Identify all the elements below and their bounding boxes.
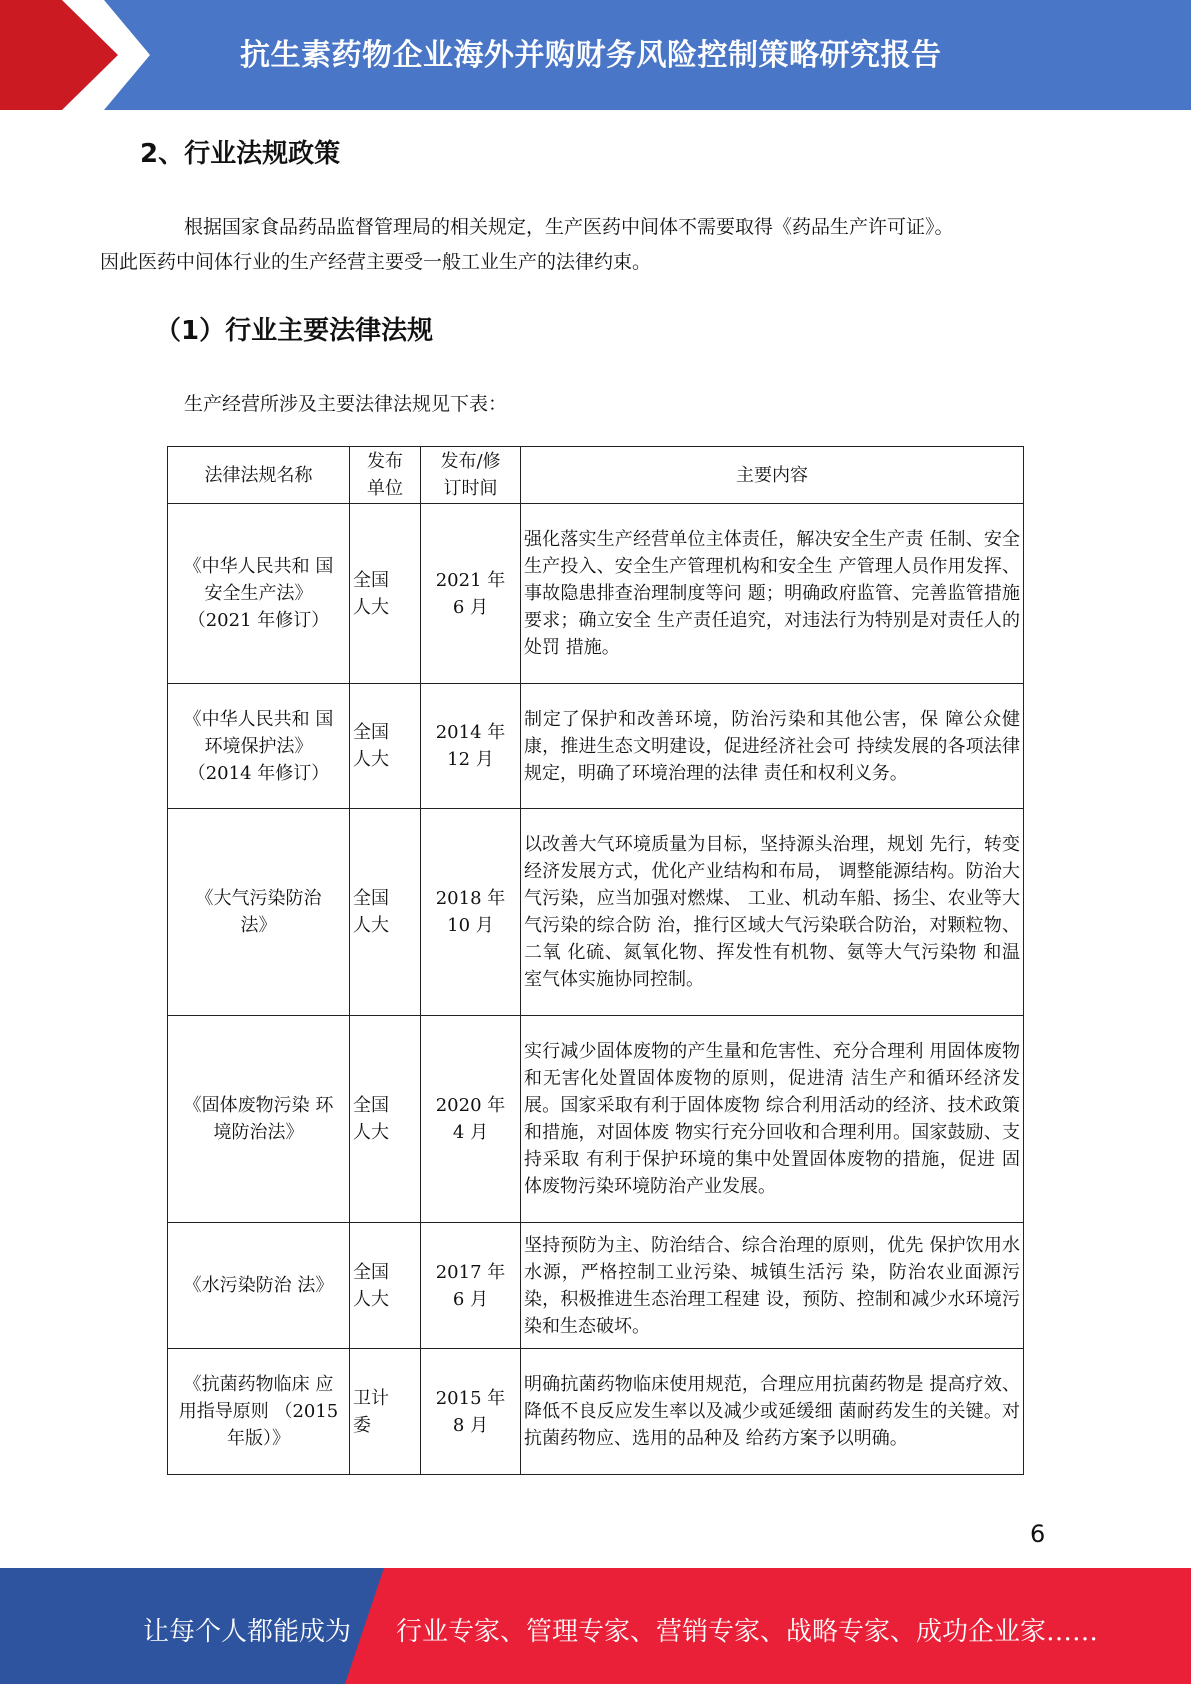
unit-line: 全国 bbox=[353, 569, 389, 591]
law-name-line: （2021 年修订） bbox=[187, 610, 330, 631]
report-title: 抗生素药物企业海外并购财务风险控制策略研究报告 bbox=[240, 38, 942, 73]
table-row bbox=[168, 1016, 1024, 1223]
issuing-unit bbox=[350, 684, 421, 809]
unit-line: 人大 bbox=[353, 1288, 389, 1310]
law-name-line: 境防治法》 bbox=[213, 1122, 304, 1143]
table-row bbox=[168, 504, 1024, 684]
main-content: 以改善大气环境质量为目标，坚持源头治理，规划 先行，转变经济发展方式，优化产业结构和布局， 调整能源结构。防治大气污染，应当加强对燃煤、 工业、机动车船、扬尘、农业等大气污染的综合防 治，推行区域大气污染联合防治，对颗粒物、二氧 化硫、氮氧化物、挥发性有机物、氨等大气污染物 和温室气体实施协同控制。 bbox=[521, 809, 1024, 1016]
unit-line: 全国 bbox=[353, 722, 389, 743]
issuing-unit bbox=[350, 809, 421, 1016]
issue-date bbox=[421, 504, 521, 684]
issue-date bbox=[421, 1223, 521, 1349]
sub-heading: （1）行业主要法律法规 bbox=[155, 316, 434, 346]
page-number: 6 bbox=[1030, 1520, 1046, 1548]
issue-date bbox=[421, 684, 521, 809]
date-line: 4 月 bbox=[452, 1122, 489, 1143]
law-name-line: 《水污染防治 法》 bbox=[183, 1275, 334, 1296]
law-name bbox=[168, 1223, 350, 1349]
main-content: 明确抗菌药物临床使用规范，合理应用抗菌药物是 提高疗效、降低不良反应发生率以及减少或延缓细 菌耐药发生的关键。对抗菌药物应、选用的品种及 给药方案予以明确。 bbox=[521, 1349, 1024, 1475]
issuing-unit bbox=[350, 1016, 421, 1223]
unit-line: 人大 bbox=[353, 749, 389, 770]
date-line: 8 月 bbox=[452, 1414, 489, 1436]
date-line: 6 月 bbox=[452, 1288, 489, 1310]
unit-line: 全国 bbox=[353, 888, 389, 909]
main-content: 实行减少固体废物的产生量和危害性、充分合理利 用固体废物和无害化处置固体废物的原则，促进清 洁生产和循环经济发展。国家采取有利于固体废物 综合利用活动的经济、技术政策和措施，对固体废 物实行充分回收和合理利用。国家鼓励、支持采取 有利于保护环境的集中处置固体废物的措施，促进 固体废物污染环境防治产业发展。 bbox=[521, 1016, 1024, 1223]
issuing-unit bbox=[350, 504, 421, 684]
intro-line-2: 因此医药中间体行业的生产经营主要受一般工业生产的法律约束。 bbox=[100, 251, 652, 273]
footer-slogan-left: 让每个人都能成为 bbox=[143, 1617, 352, 1647]
law-name bbox=[168, 809, 350, 1016]
law-name-line: 法》 bbox=[240, 915, 277, 936]
date-line: 12 月 bbox=[447, 749, 494, 770]
header-unit bbox=[350, 447, 421, 504]
date-line: 2020 年 bbox=[435, 1095, 506, 1116]
date-line: 2014 年 bbox=[435, 722, 506, 743]
unit-line: 卫计 bbox=[353, 1387, 389, 1409]
unit-line: 人大 bbox=[353, 915, 389, 936]
table-row bbox=[168, 1223, 1024, 1349]
issue-date bbox=[421, 1349, 521, 1475]
date-line: 10 月 bbox=[447, 915, 494, 936]
table-row bbox=[168, 1349, 1024, 1475]
law-name-line: 《大气污染防治 bbox=[195, 888, 322, 909]
main-content: 坚持预防为主、防治结合、综合治理的原则，优先 保护饮用水水源，严格控制工业污染、城镇生活污 染，防治农业面源污染，积极推进生态治理工程建 设，预防、控制和减少水环境污染和生态破坏。 bbox=[521, 1223, 1024, 1349]
issuing-unit bbox=[350, 1349, 421, 1475]
date-line: 2017 年 bbox=[435, 1261, 506, 1283]
law-name-line: 《固体废物污染 环 bbox=[183, 1095, 334, 1116]
table-header-row bbox=[168, 447, 1024, 504]
laws-table bbox=[167, 446, 1024, 1475]
header-unit-line1: 发布 bbox=[367, 451, 403, 472]
header-date-line1: 发布/修 bbox=[440, 451, 501, 472]
table-row bbox=[168, 684, 1024, 809]
law-name-line: （2014 年修订） bbox=[187, 762, 330, 784]
law-name-line: 年版）》 bbox=[227, 1428, 290, 1449]
issuing-unit bbox=[350, 1223, 421, 1349]
header-arrow-decoration bbox=[0, 0, 160, 110]
date-line: 6 月 bbox=[452, 596, 489, 618]
law-name-line: 《中华人民共和 国 bbox=[183, 556, 334, 577]
law-name-line: 环境保护法》 bbox=[204, 735, 313, 757]
header-content: 主要内容 bbox=[521, 447, 1024, 504]
law-name-line: 安全生产法》 bbox=[204, 583, 313, 604]
law-name bbox=[168, 504, 350, 684]
main-content: 制定了保护和改善环境，防治污染和其他公害，保 障公众健康，推进生态文明建设，促进经济社会可 持续发展的各项法律规定，明确了环境治理的法律 责任和权利义务。 bbox=[521, 684, 1024, 809]
unit-line: 委 bbox=[353, 1414, 371, 1436]
law-name-line: 用指导原则 （2015 bbox=[178, 1401, 339, 1422]
header-name: 法律法规名称 bbox=[168, 447, 350, 504]
intro-paragraph bbox=[100, 210, 1042, 280]
law-name-line: 《抗菌药物临床 应 bbox=[183, 1374, 334, 1395]
main-content: 强化落实生产经营单位主体责任，解决安全生产责 任制、安全生产投入、安全生产管理机构和安全生 产管理人员作用发挥、事故隐患排查治理制度等问 题；明确政府监管、完善监管措施要求；确立安全 生产责任追究，对违法行为特别是对责任人的处罚 措施。 bbox=[521, 504, 1024, 684]
law-name bbox=[168, 1349, 350, 1475]
intro-line-1: 根据国家食品药品监督管理局的相关规定，生产医药中间体不需要取得《药品生产许可证》。 bbox=[184, 216, 954, 238]
table-intro: 生产经营所涉及主要法律法规见下表： bbox=[184, 393, 508, 415]
date-line: 2021 年 bbox=[435, 569, 506, 591]
footer-banner bbox=[0, 1568, 1191, 1684]
section-heading: 2、行业法规政策 bbox=[140, 139, 341, 169]
footer-slogan-right: 行业专家、管理专家、营销专家、战略专家、成功企业家…… bbox=[396, 1617, 1099, 1647]
unit-line: 全国 bbox=[353, 1261, 389, 1283]
law-name-line: 《中华人民共和 国 bbox=[183, 708, 334, 730]
header-unit-line2: 单位 bbox=[367, 478, 403, 499]
table-row bbox=[168, 809, 1024, 1016]
header-banner bbox=[0, 0, 1191, 110]
header-date bbox=[421, 447, 521, 504]
date-line: 2015 年 bbox=[435, 1387, 506, 1409]
law-name bbox=[168, 684, 350, 809]
unit-line: 全国 bbox=[353, 1095, 389, 1116]
issue-date bbox=[421, 1016, 521, 1223]
unit-line: 人大 bbox=[353, 1122, 389, 1143]
date-line: 2018 年 bbox=[435, 888, 506, 909]
header-date-line2: 订时间 bbox=[443, 478, 498, 499]
unit-line: 人大 bbox=[353, 596, 389, 618]
law-name bbox=[168, 1016, 350, 1223]
issue-date bbox=[421, 809, 521, 1016]
